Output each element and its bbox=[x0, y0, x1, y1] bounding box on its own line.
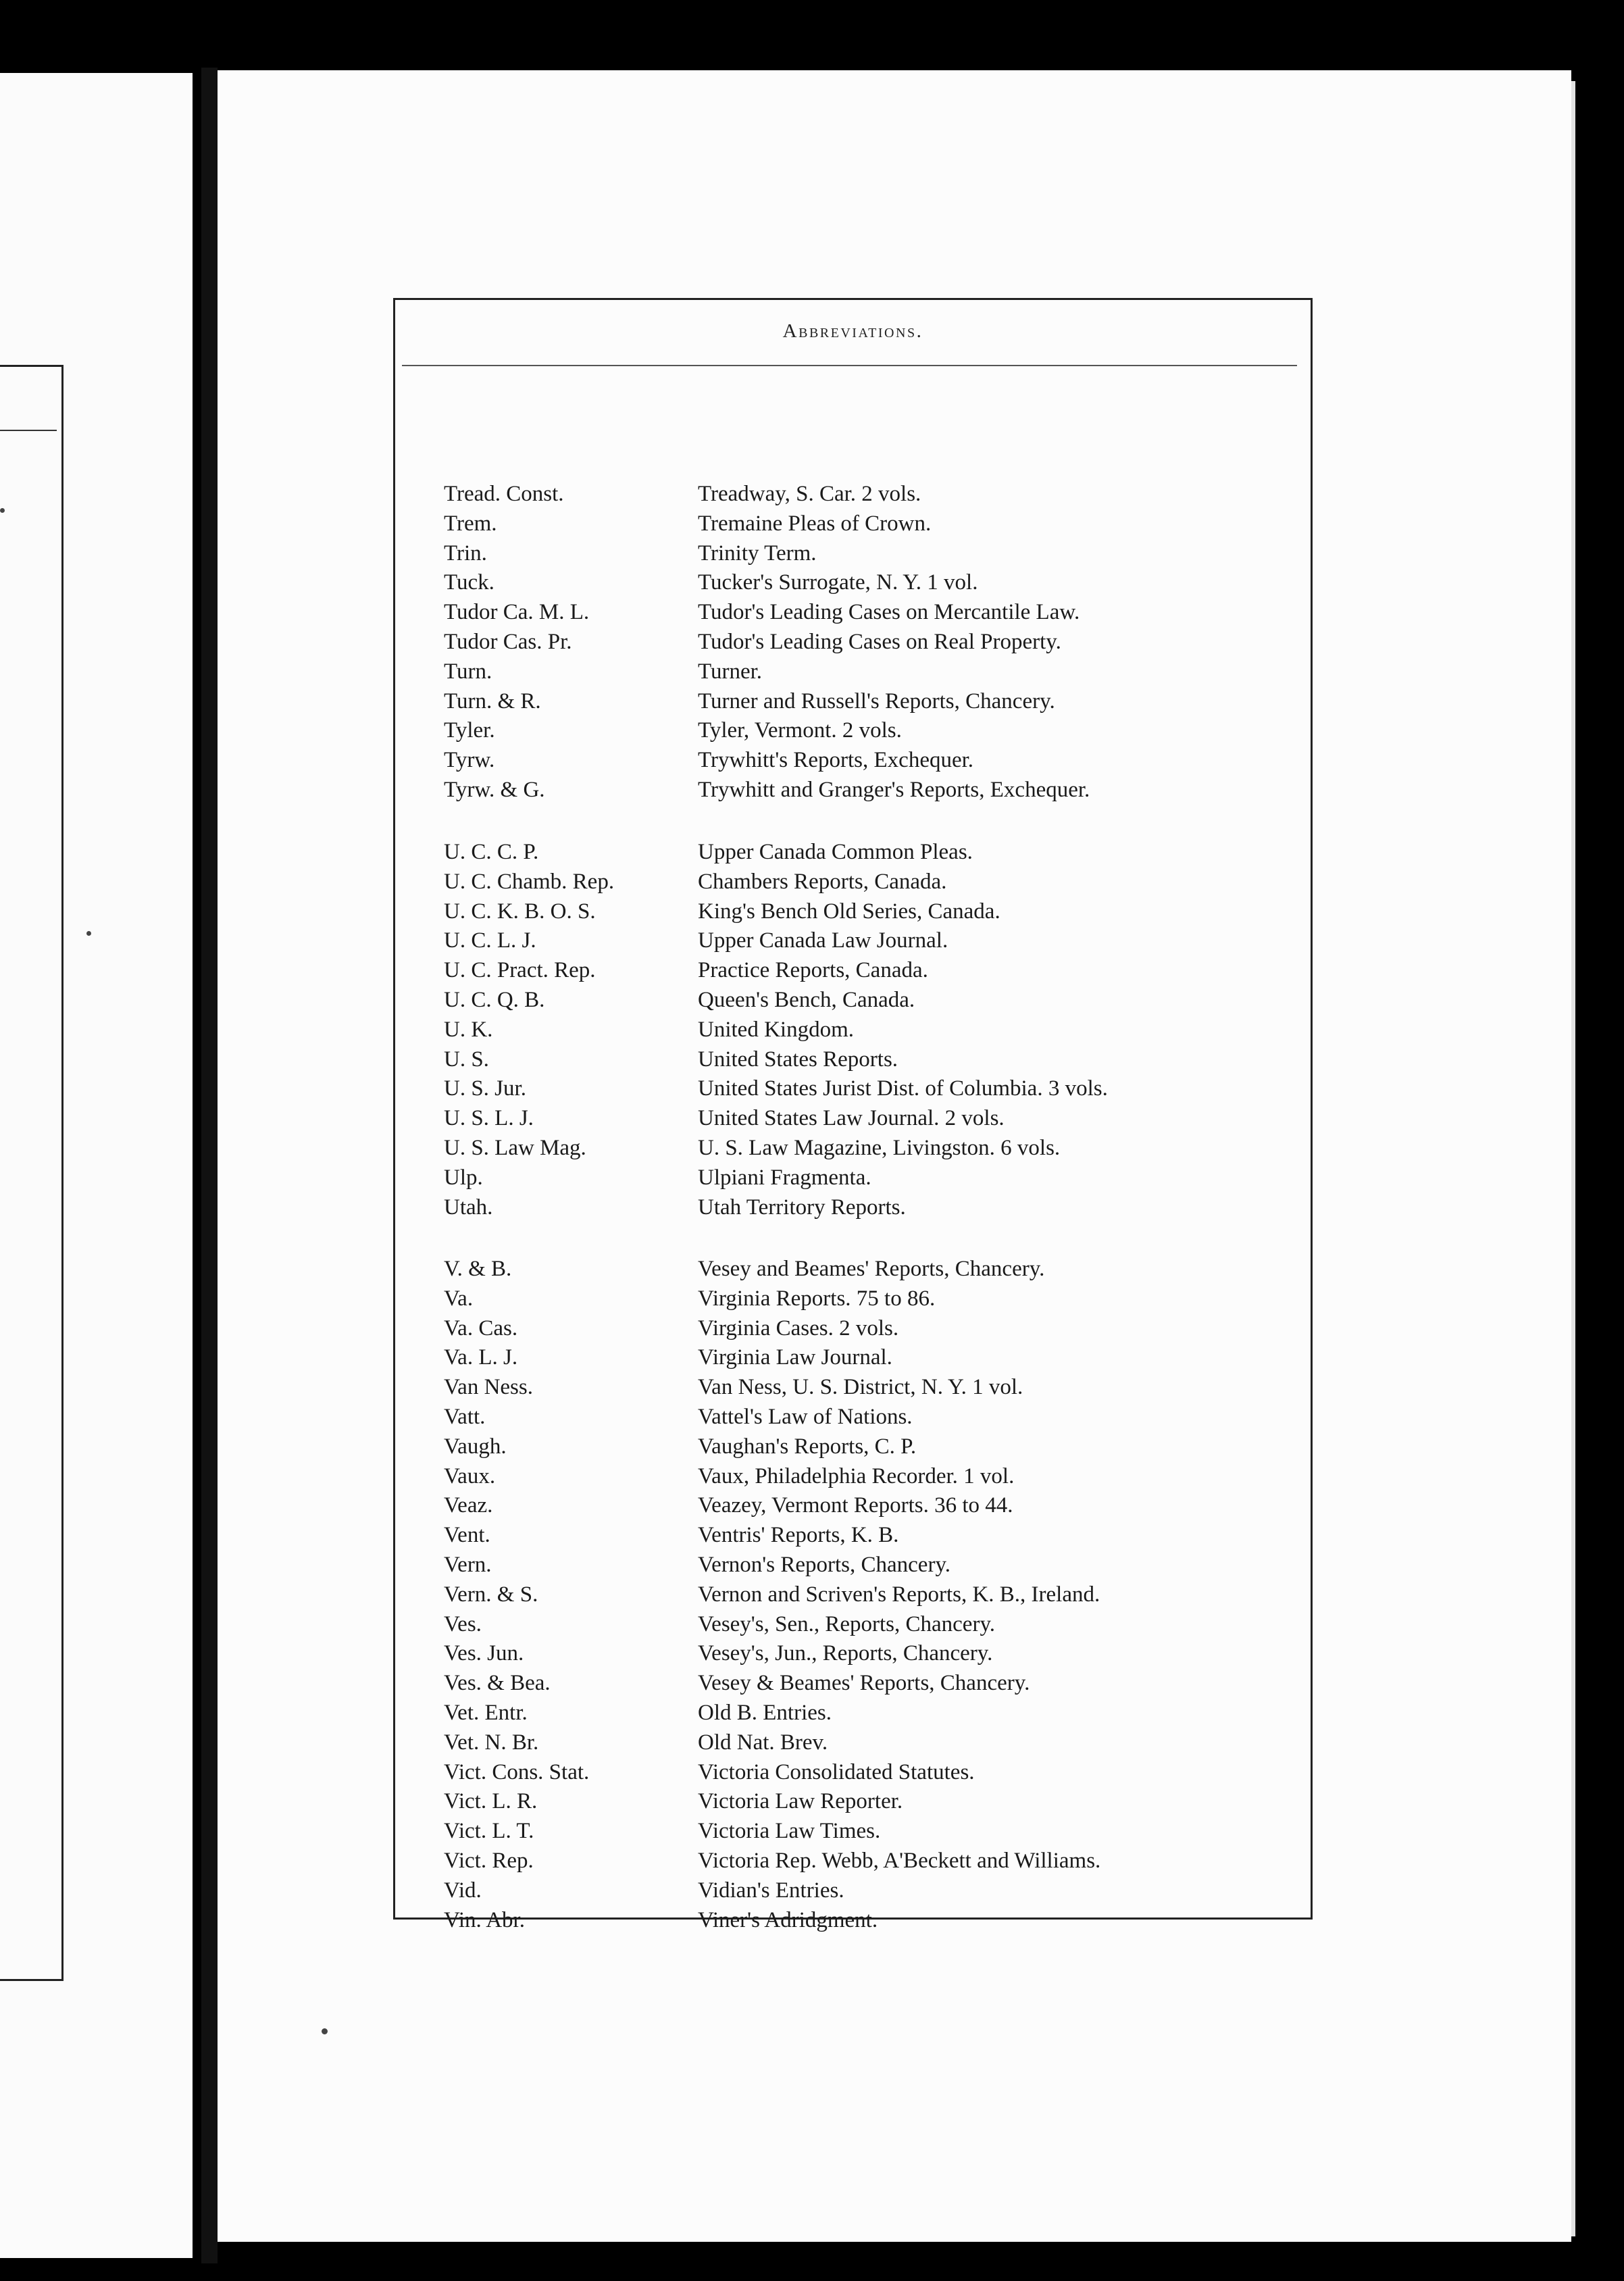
abbreviation-meaning: Virginia Law Journal. bbox=[698, 1345, 892, 1370]
previous-page-rule bbox=[0, 430, 57, 431]
abbreviation-meaning: Vesey & Beames' Reports, Chancery. bbox=[698, 1671, 1030, 1696]
abbreviation-term: U. S. Jur. bbox=[444, 1076, 526, 1101]
abbreviation-term: Vid. bbox=[444, 1878, 482, 1903]
abbreviation-meaning: Upper Canada Law Journal. bbox=[698, 928, 948, 953]
abbreviation-meaning: Chambers Reports, Canada. bbox=[698, 869, 947, 894]
abbreviation-term: Vern. bbox=[444, 1553, 492, 1577]
abbreviation-term: U. S. Law Mag. bbox=[444, 1136, 586, 1160]
abbreviation-meaning: United Kingdom. bbox=[698, 1017, 854, 1042]
abbreviation-term: U. C. Q. B. bbox=[444, 988, 545, 1012]
abbreviation-meaning: Van Ness, U. S. District, N. Y. 1 vol. bbox=[698, 1375, 1023, 1400]
abbreviation-term: Ves. bbox=[444, 1611, 482, 1636]
abbreviation-meaning: Tremaine Pleas of Crown. bbox=[698, 511, 932, 536]
abbreviation-meaning: Upper Canada Common Pleas. bbox=[698, 840, 973, 864]
page-edge bbox=[1571, 81, 1575, 2236]
abbreviation-term: Va. Cas. bbox=[444, 1315, 518, 1340]
abbreviation-term: U. C. K. B. O. S. bbox=[444, 899, 596, 924]
abbreviation-term: Tudor Cas. Pr. bbox=[444, 630, 572, 654]
abbreviation-meaning: Vidian's Entries. bbox=[698, 1878, 844, 1903]
abbreviation-term: Utah. bbox=[444, 1195, 493, 1220]
abbreviation-meaning: Tyler, Vermont. 2 vols. bbox=[698, 718, 902, 743]
abbreviation-meaning: Victoria Rep. Webb, A'Beckett and Williams. bbox=[698, 1849, 1101, 1873]
abbreviation-term: U. C. L. J. bbox=[444, 928, 536, 953]
abbreviation-term: V. & B. bbox=[444, 1257, 512, 1281]
abbreviation-term: Vatt. bbox=[444, 1405, 486, 1429]
abbreviation-meaning: Victoria Law Times. bbox=[698, 1819, 881, 1844]
abbreviation-term: Vaugh. bbox=[444, 1434, 507, 1459]
binding-gutter bbox=[201, 68, 218, 2263]
abbreviation-meaning: Vaux, Philadelphia Recorder. 1 vol. bbox=[698, 1463, 1015, 1488]
speck bbox=[86, 931, 91, 936]
abbreviation-meaning: Tudor's Leading Cases on Mercantile Law. bbox=[698, 600, 1080, 625]
abbreviation-meaning: Victoria Consolidated Statutes. bbox=[698, 1759, 975, 1784]
abbreviation-meaning: Virginia Cases. 2 vols. bbox=[698, 1315, 899, 1340]
abbreviation-meaning: Trywhitt's Reports, Exchequer. bbox=[698, 748, 974, 773]
abbreviation-meaning: Virginia Reports. 75 to 86. bbox=[698, 1286, 936, 1311]
previous-page-edge bbox=[0, 73, 193, 2258]
heading-rule bbox=[402, 365, 1297, 366]
abbreviation-meaning: Vaughan's Reports, C. P. bbox=[698, 1434, 917, 1459]
abbreviation-meaning: Turner. bbox=[698, 659, 763, 684]
speck bbox=[0, 508, 5, 513]
abbreviation-term: Tyrw. & G. bbox=[444, 778, 545, 802]
abbreviation-meaning: United States Jurist Dist. of Columbia. 3 vols. bbox=[698, 1076, 1108, 1101]
abbreviation-term: Ves. & Bea. bbox=[444, 1671, 551, 1696]
abbreviation-meaning: Utah Territory Reports. bbox=[698, 1195, 906, 1220]
abbreviations-table-frame bbox=[393, 298, 1313, 1932]
abbreviation-term: Vaux. bbox=[444, 1463, 496, 1488]
abbreviation-term: Vet. Entr. bbox=[444, 1701, 528, 1725]
abbreviation-term: Vent. bbox=[444, 1523, 490, 1548]
abbreviation-meaning: Queen's Bench, Canada. bbox=[698, 988, 915, 1012]
abbreviation-meaning: Victoria Law Reporter. bbox=[698, 1789, 903, 1814]
abbreviation-term: Va. L. J. bbox=[444, 1345, 518, 1370]
abbreviation-term: Vict. L. R. bbox=[444, 1789, 538, 1814]
abbreviation-term: Vict. Cons. Stat. bbox=[444, 1759, 590, 1784]
abbreviation-term: U. C. C. P. bbox=[444, 840, 539, 864]
abbreviation-term: Ves. Jun. bbox=[444, 1641, 524, 1666]
abbreviation-meaning: Vesey's, Jun., Reports, Chancery. bbox=[698, 1641, 993, 1666]
abbreviation-term: Vet. N. Br. bbox=[444, 1730, 539, 1755]
abbreviation-term: Trin. bbox=[444, 541, 487, 566]
abbreviation-term: Tuck. bbox=[444, 570, 494, 595]
abbreviation-meaning: Old Nat. Brev. bbox=[698, 1730, 828, 1755]
document-page bbox=[218, 70, 1571, 2242]
abbreviation-meaning: Vernon's Reports, Chancery. bbox=[698, 1553, 951, 1577]
abbreviation-term: Tread. Const. bbox=[444, 482, 564, 506]
abbreviation-term: Van Ness. bbox=[444, 1375, 533, 1400]
abbreviation-meaning: Veazey, Vermont Reports. 36 to 44. bbox=[698, 1493, 1013, 1518]
abbreviation-term: U. S. L. J. bbox=[444, 1106, 534, 1131]
abbreviation-term: Vict. Rep. bbox=[444, 1849, 534, 1873]
abbreviation-meaning: Turner and Russell's Reports, Chancery. bbox=[698, 688, 1055, 713]
abbreviation-meaning: Vernon and Scriven's Reports, K. B., Ireland. bbox=[698, 1582, 1100, 1607]
abbreviation-term: Ulp. bbox=[444, 1165, 483, 1190]
abbreviation-meaning: King's Bench Old Series, Canada. bbox=[698, 899, 1000, 924]
abbreviation-meaning: Treadway, S. Car. 2 vols. bbox=[698, 482, 921, 506]
abbreviation-meaning: Old B. Entries. bbox=[698, 1701, 832, 1725]
abbreviation-term: U. C. Chamb. Rep. bbox=[444, 869, 615, 894]
abbreviation-meaning: Trinity Term. bbox=[698, 541, 817, 566]
abbreviation-term: Vict. L. T. bbox=[444, 1819, 534, 1844]
abbreviation-meaning: Viner's Adridgment. bbox=[698, 1907, 878, 1932]
abbreviation-term: Vern. & S. bbox=[444, 1582, 538, 1607]
abbreviation-meaning: U. S. Law Magazine, Livingston. 6 vols. bbox=[698, 1136, 1061, 1160]
abbreviation-meaning: Ventris' Reports, K. B. bbox=[698, 1523, 899, 1548]
abbreviation-term: U. K. bbox=[444, 1017, 493, 1042]
abbreviation-term: Va. bbox=[444, 1286, 474, 1311]
speck bbox=[322, 2028, 328, 2034]
abbreviation-meaning: Practice Reports, Canada. bbox=[698, 958, 928, 983]
abbreviation-term: Veaz. bbox=[444, 1493, 493, 1518]
abbreviation-meaning: Trywhitt and Granger's Reports, Exchequer. bbox=[698, 778, 1090, 802]
abbreviation-term: Tyler. bbox=[444, 718, 495, 743]
page-heading: Abbreviations. bbox=[782, 320, 923, 342]
abbreviation-meaning: Vesey's, Sen., Reports, Chancery. bbox=[698, 1611, 996, 1636]
abbreviation-meaning: Ulpiani Fragmenta. bbox=[698, 1165, 871, 1190]
abbreviation-term: Vin. Abr. bbox=[444, 1907, 525, 1932]
abbreviation-meaning: Vattel's Law of Nations. bbox=[698, 1405, 913, 1429]
abbreviation-meaning: United States Reports. bbox=[698, 1047, 898, 1072]
abbreviation-meaning: Tudor's Leading Cases on Real Property. bbox=[698, 630, 1061, 654]
previous-page-frame bbox=[0, 365, 64, 1981]
abbreviation-term: Tyrw. bbox=[444, 748, 495, 773]
abbreviation-meaning: Tucker's Surrogate, N. Y. 1 vol. bbox=[698, 570, 978, 595]
abbreviation-term: Turn. bbox=[444, 659, 492, 684]
abbreviation-term: U. C. Pract. Rep. bbox=[444, 958, 596, 983]
abbreviation-meaning: United States Law Journal. 2 vols. bbox=[698, 1106, 1005, 1131]
abbreviation-term: Turn. & R. bbox=[444, 688, 541, 713]
abbreviation-term: U. S. bbox=[444, 1047, 489, 1072]
abbreviation-term: Trem. bbox=[444, 511, 497, 536]
abbreviation-term: Tudor Ca. M. L. bbox=[444, 600, 590, 625]
abbreviation-meaning: Vesey and Beames' Reports, Chancery. bbox=[698, 1257, 1045, 1281]
